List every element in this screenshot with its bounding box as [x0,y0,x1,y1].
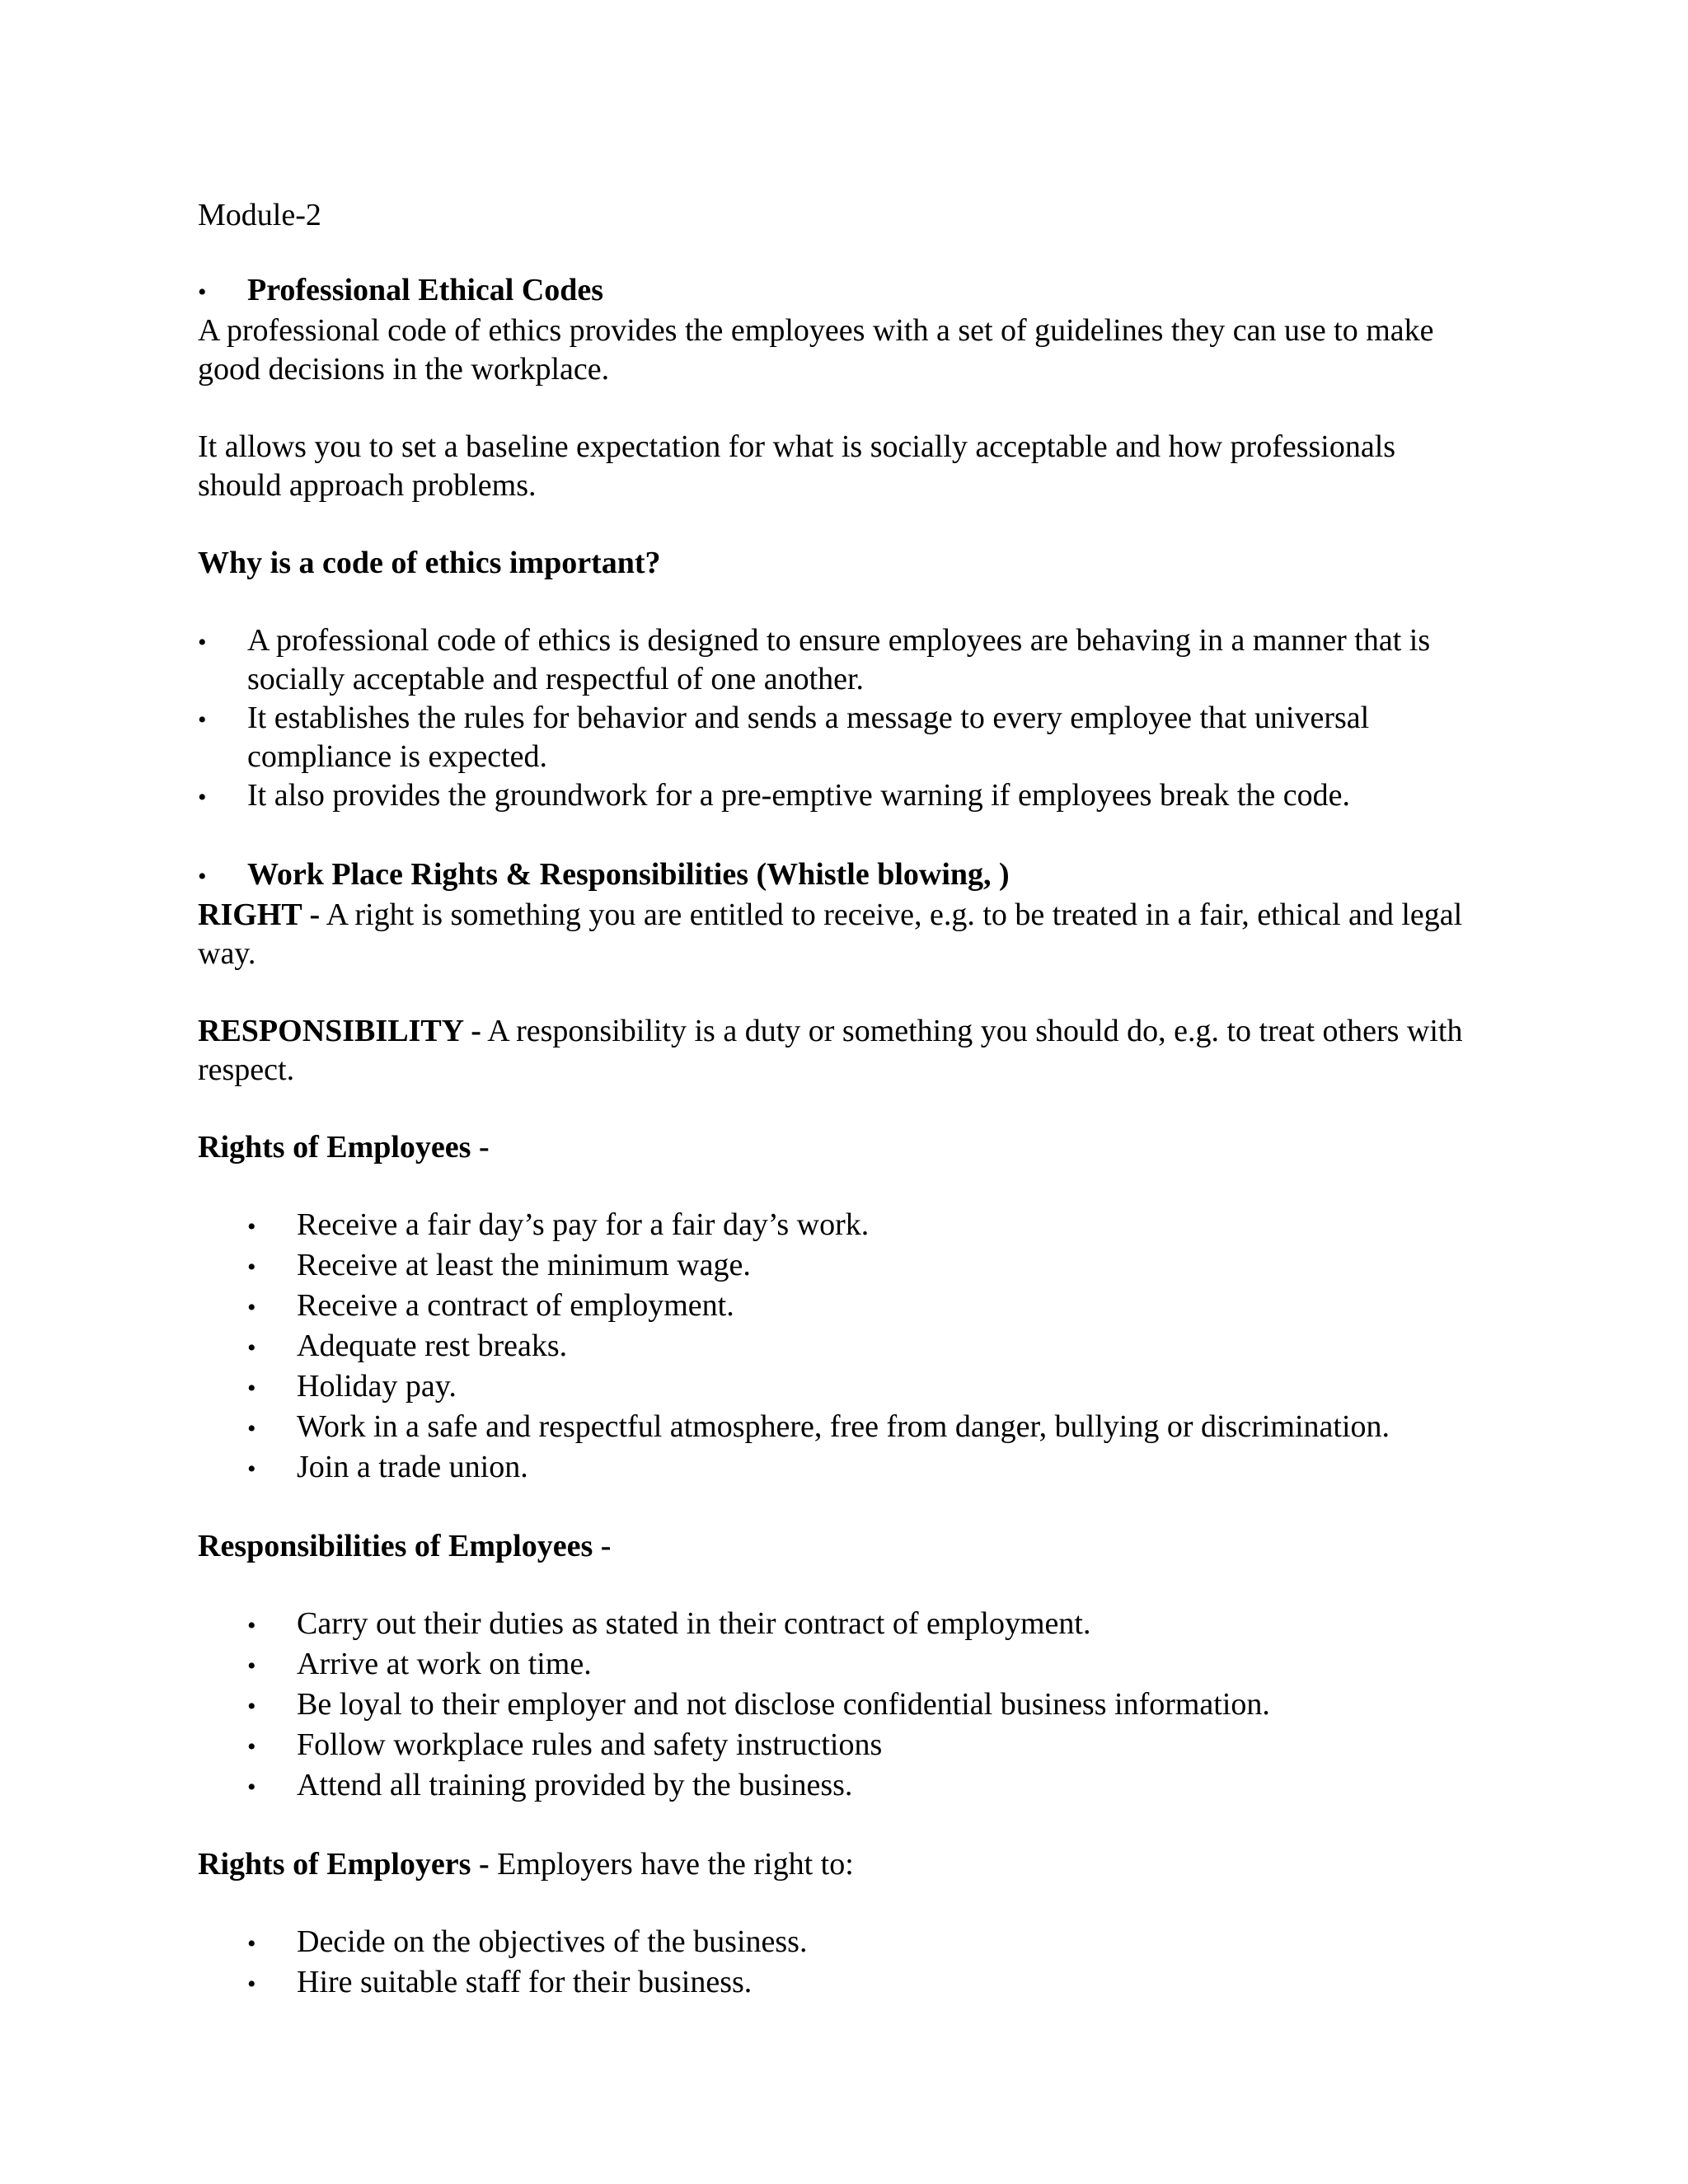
list-item: • Join a trade union. [247,1448,1467,1488]
section-heading-text: Professional Ethical Codes [247,273,604,307]
list-item: • Receive at least the minimum wage. [247,1246,1467,1286]
importance-list [198,621,1467,817]
bullet: • [247,1213,256,1240]
list-item: • Be loyal to their employer and not disclose confidential business information. [247,1685,1467,1726]
bullet: • [198,784,207,811]
rights-employers-heading: Rights of Employers - Employers have the right to: [198,1847,854,1882]
bullet: • [247,1334,256,1361]
section-heading-text: Work Place Rights & Responsibilities (Whistle blowing, ) [247,857,1010,892]
bullet: • [247,1652,256,1680]
bullet: • [247,1375,256,1402]
rights-employees-heading: Rights of Employees - [198,1130,490,1165]
paragraph: A professional code of ethics provides the employees with a set of guidelines they can use to make good decisions in the workplace. [198,313,1434,387]
list-item: • Receive a fair day’s pay for a fair day’s work. [247,1206,1467,1246]
list-item: • Arrive at work on time. [247,1645,1467,1685]
list-item: • Follow workplace rules and safety instructions [247,1726,1467,1766]
right-definition: RIGHT - A right is something you are entitled to receive, e.g. to be treated in a fair, ethical and legal way. [198,898,1463,971]
bullet: • [198,279,207,306]
list-item: • Receive a contract of employment. [247,1286,1467,1327]
bullet: • [198,629,207,656]
paragraph: It allows you to set a baseline expectation for what is socially acceptable and how professionals should approach problems. [198,429,1396,503]
list-item: • Decide on the objectives of the business. [247,1923,1467,1963]
bullet: • [247,1254,256,1281]
document-page [198,196,1467,2004]
list-item: • Carry out their duties as stated in their contract of employment. [247,1605,1467,1645]
bullet: • [247,1612,256,1639]
responsibilities-employees-list [198,1605,1467,1807]
list-item: • Adequate rest breaks. [247,1327,1467,1367]
bullet: • [247,1693,256,1720]
bullet: • [247,1415,256,1442]
bullet: • [247,1294,256,1321]
list-item: • Holiday pay. [247,1367,1467,1408]
bullet: • [247,1774,256,1801]
rights-employers-list [198,1923,1467,2004]
responsibilities-employees-heading: Responsibilities of Employees - [198,1529,612,1563]
section-heading-ethical-codes [198,271,1467,312]
list-item: • Hire suitable staff for their business. [247,1963,1467,2004]
responsibility-definition: RESPONSIBILITY - A responsibility is a duty or something you should do, e.g. to treat others with respect. [198,1014,1463,1087]
bullet: • [247,1930,256,1957]
bullet: • [247,1733,256,1760]
list-item: • It establishes the rules for behavior and sends a message to every employee that universal compliance is expected. [198,701,1370,774]
list-item: • Work in a safe and respectful atmosphere, free from danger, bullying or discrimination. [247,1408,1467,1448]
bullet: • [198,706,207,733]
section-heading-workplace-rights [198,855,1467,896]
rights-employees-list [198,1206,1467,1488]
module-title: Module-2 [198,198,321,232]
bullet: • [247,1971,256,1998]
bullet: • [198,863,207,890]
list-item: • A professional code of ethics is designed to ensure employees are behaving in a manner that is socially acceptable and respectful of one another. [198,623,1431,696]
list-item: • It also provides the groundwork for a pre-emptive warning if employees break the code. [198,776,1467,817]
bullet: • [247,1455,256,1483]
list-item: • Attend all training provided by the business. [247,1766,1467,1807]
subheading-why-important: Why is a code of ethics important? [198,546,661,580]
